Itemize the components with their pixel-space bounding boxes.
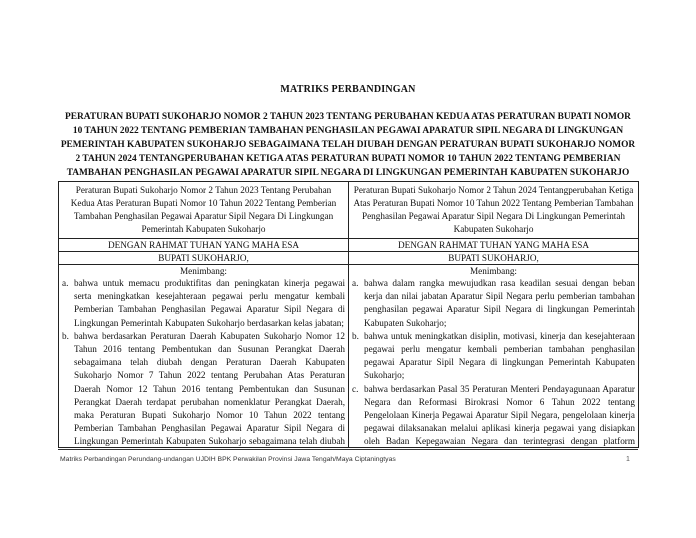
left-menimbang: Menimbang: — [180, 266, 227, 276]
page-number: 1 — [626, 456, 630, 463]
item-text: bahwa untuk meningkatkan disiplin, motivasi, kinerja dan kesejahteraan pegawai perlu mengatur kembali pemberian tambahan penghasilan pegawai Aparatur Sipil Negara di lingkungan Pemerintah Kabupaten Sukoharjo; — [364, 330, 635, 381]
right-menimbang: Menimbang: — [470, 266, 517, 276]
right-rahmat: DENGAN RAHMAT TUHAN YANG MAHA ESA — [349, 239, 639, 252]
item-text: bahwa berdasarkan Peraturan Daerah Kabupaten Sukoharjo Nomor 12 Tahun 2016 tentang Pembentukan dan Susunan Perangkat Daerah sebagaimana telah diubah dengan Peraturan Daerah Kabupaten Sukoharjo Nomor 7 Tahun 2022 tentang Perubahan Atas Peraturan Daerah Nomor 12 Tahun 2016 tentang Pembentukan dan Susunan Perangkat Daerah terdapat perubahan nomenklatur Perangkat Daerah, maka Peraturan Bupati Sukoharjo Nomor 10 Tahun 2022 tentang Pemberian Tambahan Penghasilan Pegawai Aparatur Sipil Negara di Lingkungan Pemerintah Kabupaten Sukoharjo sebagaimana telah diubah — [74, 330, 345, 447]
item-marker: a. — [352, 278, 359, 288]
item-text: bahwa untuk memacu produktifitas dan peningkatan kinerja pegawai serta meningkatkan kesejahteraan pegawai perlu mengatur kembali Pemberian Tambahan Penghasilan Pegawai Aparatur Sipil Negara di Lingkungan Pemerintah Kabupaten Sukoharjo berdasarkan kelas jabatan; — [74, 278, 345, 328]
item-marker: c. — [352, 383, 359, 394]
item-marker: a. — [62, 278, 69, 288]
left-bupati: BUPATI SUKOHARJO, — [59, 252, 349, 265]
right-body — [349, 265, 639, 448]
list-item — [352, 383, 635, 447]
right-header: Peraturan Bupati Sukoharjo Nomor 2 Tahun 2024 Tentangperubahan Ketiga Atas Peraturan Bupati Nomor 10 Tahun 2022 Tentang Pemberian Tambahan Penghasilan Pegawai Aparatur Sipil Negara Di Lingkungan Pemerintah Kabupaten Sukoharjo — [349, 182, 639, 239]
list-item — [352, 277, 635, 330]
document-subtitle: PERATURAN BUPATI SUKOHARJO NOMOR 2 TAHUN 2023 TENTANG PERUBAHAN KEDUA ATAS PERATURAN BUPATI NOMOR 10 TAHUN 2022 TENTANG PEMBERIAN TAMBAHAN PENGHASILAN PEGAWAI APARATUR SIPIL NEGARA DI LINGKUNGAN PEMERINTAH KABUPATEN SUKOHARJO SEBAGAIMANA TELAH DIUBAH DENGAN PERATURAN BUPATI SUKOHARJO NOMOR 2 TAHUN 2024 TENTANGPERUBAHAN KETIGA ATAS PERATURAN BUPATI NOMOR 10 TAHUN 2022 TENTANG PEMBERIAN TAMBAHAN PENGHASILAN PEGAWAI APARATUR SIPIL NEGARA DI LINGKUNGAN PEMERINTAH KABUPATEN SUKOHARJO — [60, 112, 636, 178]
item-marker: b. — [62, 330, 69, 341]
footer-divider — [58, 449, 638, 450]
body-row — [59, 265, 639, 448]
right-bupati: BUPATI SUKOHARJO, — [349, 252, 639, 265]
item-text: bahwa dalam rangka mewujudkan rasa keadilan sesuai dengan beban kerja dan nilai jabatan Aparatur Sipil Negara perlu pemberian tambahan penghasilan pegawai Aparatur Sipil Negara di lingkungan Pemerintah Kabupaten Sukoharjo; — [364, 278, 635, 328]
left-rahmat: DENGAN RAHMAT TUHAN YANG MAHA ESA — [59, 239, 349, 252]
item-marker: b. — [352, 330, 359, 341]
left-header: Peraturan Bupati Sukoharjo Nomor 2 Tahun 2023 Tentang Perubahan Kedua Atas Peraturan Bupati Nomor 10 Tahun 2022 Tentang Pemberian Tambahan Penghasilan Pegawai Aparatur Sipil Negara Di Lingkungan Pemerintah Kabupaten Sukoharjo — [59, 182, 349, 239]
comparison-matrix — [58, 181, 639, 448]
document-title: MATRIKS PERBANDINGAN — [280, 84, 416, 95]
header-row — [59, 182, 639, 239]
rahmat-row — [59, 239, 639, 252]
list-item — [62, 277, 345, 330]
footer-text: Matriks Perbandingan Perundang-undangan UJDIH BPK Perwakilan Provinsi Jawa Tengah/Maya Ciptaningtyas — [60, 456, 396, 463]
bupati-row — [59, 252, 639, 265]
list-item — [352, 330, 635, 383]
left-body — [59, 265, 349, 448]
item-text: bahwa berdasarkan Pasal 35 Peraturan Menteri Pendayagunaan Aparatur Negara dan Reformasi Birokrasi Nomor 6 Tahun 2022 tentang Pengelolaan Kinerja Pegawai Aparatur Sipil Negara, pengelolaan kinerja pegawai dilaksanakan melalui aplikasi kinerja pegawai yang disiapkan oleh Badan Kepegawaian Negara dan terintegrasi dengan platform — [364, 383, 635, 447]
list-item — [62, 330, 345, 447]
